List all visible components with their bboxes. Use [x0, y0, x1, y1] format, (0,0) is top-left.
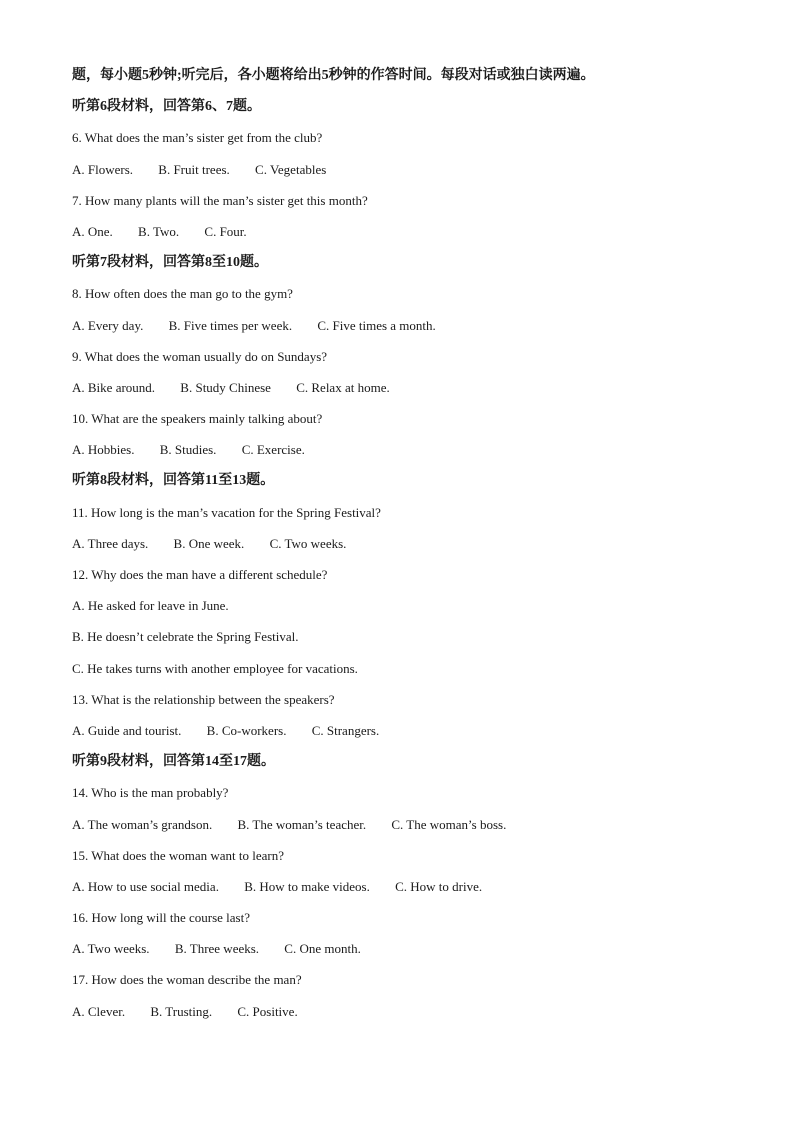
- answer-options: [72, 376, 732, 407]
- option-b: B. Trusting.: [150, 1003, 213, 1019]
- option-c: C. Relax at home.: [296, 379, 390, 395]
- option-a: A. How to use social media.: [72, 878, 219, 894]
- question-stem: 11. How long is the man’s vacation for the Spring Festival?: [72, 504, 381, 520]
- question-stem: 13. What is the relationship between the speakers?: [72, 691, 335, 707]
- answer-options: [72, 937, 732, 968]
- option-c: C. Two weeks.: [269, 535, 347, 551]
- section-header: 听第8段材料，回答第11至13题。: [72, 473, 275, 489]
- instructions-line: 题，每小题5秒钟;听完后，各小题将给出5秒钟的作答时间。每段对话或独白读两遍。: [72, 68, 595, 83]
- option-c: C. Five times a month.: [317, 317, 436, 333]
- option-c: C. Exercise.: [241, 442, 305, 458]
- option-a: A. Two weeks.: [72, 941, 150, 957]
- option-b: B. Two.: [138, 223, 180, 239]
- answer-options: [72, 875, 732, 906]
- option-a: A. The woman’s grandson.: [72, 816, 213, 832]
- option-a: A. Every day.: [72, 317, 144, 333]
- option-b: B. He doesn’t celebrate the Spring Festival.: [72, 629, 299, 645]
- answer-options: [72, 314, 732, 345]
- option-b: B. Co-workers.: [206, 722, 287, 738]
- question-stem: 17. How does the woman describe the man?: [72, 972, 302, 988]
- section-header: 听第6段材料，回答第6、7题。: [72, 99, 261, 115]
- answer-options: [72, 438, 732, 469]
- question-stem: 16. How long will the course last?: [72, 910, 250, 926]
- option-c: C. The woman’s boss.: [391, 816, 507, 832]
- section-header: 听第7段材料，回答第8至10题。: [72, 255, 268, 271]
- question-stem: 12. Why does the man have a different schedule?: [72, 567, 328, 582]
- answer-options: [72, 1000, 732, 1031]
- option-b: B. Fruit trees.: [158, 161, 230, 177]
- option-c: C. How to drive.: [395, 878, 483, 894]
- section-header: 听第9段材料，回答第14至17题。: [72, 754, 275, 770]
- option-b: B. Studies.: [159, 442, 217, 458]
- option-b: B. Three weeks.: [174, 941, 260, 957]
- option-c: C. Vegetables: [255, 161, 327, 177]
- exam-page: [72, 64, 732, 1031]
- question-stem: 14. Who is the man probably?: [72, 785, 229, 801]
- answer-options: [72, 813, 732, 844]
- option-a: A. He asked for leave in June.: [72, 598, 229, 614]
- option-b: B. How to make videos.: [244, 878, 370, 894]
- option-c: C. One month.: [284, 941, 361, 957]
- option-a: A. Guide and tourist.: [72, 722, 182, 738]
- option-a: A. Three days.: [72, 535, 149, 551]
- question-stem: 9. What does the woman usually do on Sundays?: [72, 348, 328, 364]
- option-c: C. He takes turns with another employee for vacations.: [72, 660, 358, 676]
- option-c: C. Positive.: [237, 1003, 298, 1019]
- option-a: A. One.: [72, 223, 113, 239]
- option-a: A. Flowers.: [72, 161, 134, 177]
- option-a: A. Hobbies.: [72, 442, 135, 458]
- option-b: B. Study Chinese: [180, 379, 271, 395]
- option-c: C. Four.: [204, 223, 247, 239]
- option-b: B. The woman’s teacher.: [237, 816, 367, 832]
- answer-options: [72, 220, 732, 251]
- question-stem: 6. What does the man’s sister get from the club?: [72, 130, 323, 146]
- question-stem: 7. How many plants will the man’s sister get this month?: [72, 192, 368, 208]
- question-stem: 10. What are the speakers mainly talking about?: [72, 411, 323, 427]
- option-a: A. Clever.: [72, 1003, 126, 1019]
- answer-options: [72, 158, 732, 189]
- answer-options: [72, 532, 732, 563]
- option-b: B. One week.: [173, 535, 245, 551]
- question-stem: 8. How often does the man go to the gym?: [72, 286, 293, 302]
- question-stem: 15. What does the woman want to learn?: [72, 847, 285, 863]
- option-b: B. Five times per week.: [168, 317, 293, 333]
- option-c: C. Strangers.: [311, 722, 380, 738]
- option-a: A. Bike around.: [72, 379, 156, 395]
- answer-options: [72, 719, 732, 750]
